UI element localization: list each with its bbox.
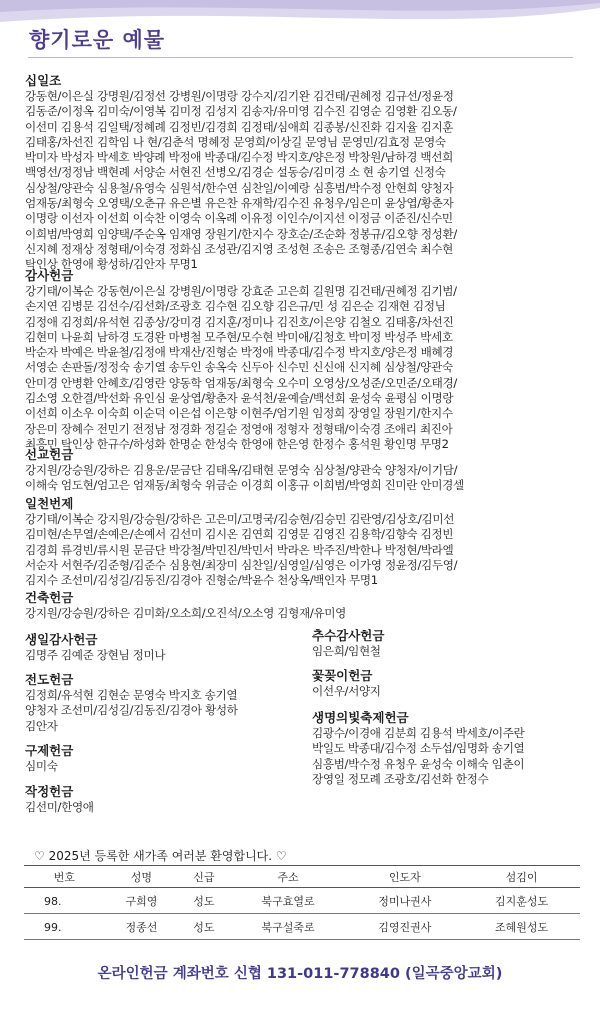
section-title: 십일조	[25, 73, 62, 88]
section-names: 강지원/강승원/강하은 김용운/문금단 김태옥/김태현 문영숙 심상철/양관숙 양청자/이기담/ 이해숙 엄도현/엄고은 엄재동/최형숙 위금순 이경희 이홍규 이희범/박영희 진미란 안미경셀	[25, 463, 464, 493]
section-title: 생명의빛축제헌금	[312, 710, 409, 725]
section-special	[25, 784, 94, 815]
section-names: 김명주 김예준 장현님 정미나	[25, 648, 166, 662]
column-header: 신급	[178, 866, 230, 888]
section-firstfruits	[25, 496, 457, 588]
table-cell: 북구효열로	[230, 888, 347, 914]
table-cell: 김영진권사	[346, 914, 463, 940]
table-cell: 99.	[24, 914, 105, 940]
newcomer-table	[24, 865, 580, 940]
table-cell: 성도	[178, 914, 230, 940]
section-thanks	[25, 268, 457, 452]
section-tithe	[25, 73, 457, 273]
column-header: 번호	[24, 866, 105, 888]
table-cell: 정종선	[105, 914, 178, 940]
section-mission	[25, 447, 464, 494]
title-divider	[28, 57, 573, 58]
table-cell: 조혜원성도	[463, 914, 580, 940]
section-names: 김정희/유석현 김현순 문영숙 박지호 송기열 양청자 조선미/김성길/김동진/김경아 황성하 김안자	[25, 688, 238, 733]
table-cell: 98.	[24, 888, 105, 914]
table-cell: 구희영	[105, 888, 178, 914]
section-names: 임은희/임현철	[312, 644, 381, 658]
table-cell: 김지훈성도	[463, 888, 580, 914]
column-header: 섬김이	[463, 866, 580, 888]
section-flower	[312, 668, 381, 699]
section-names: 김선미/한영애	[25, 800, 94, 814]
table-cell: 정미나권사	[346, 888, 463, 914]
section-relief	[25, 743, 73, 774]
section-lightfest	[312, 710, 524, 787]
section-birthday	[25, 632, 165, 663]
section-title: 건축헌금	[25, 590, 74, 605]
section-title: 전도헌금	[25, 672, 74, 687]
table-row	[24, 914, 580, 940]
section-title: 꽃꽂이헌금	[312, 668, 373, 683]
section-title: 추수감사헌금	[312, 628, 385, 643]
section-title: 생일감사헌금	[25, 632, 98, 647]
table-cell: 북구설죽로	[230, 914, 347, 940]
section-title: 구제헌금	[25, 743, 74, 758]
column-header: 성명	[105, 866, 178, 888]
table-header-row	[24, 866, 580, 888]
table-row	[24, 888, 580, 914]
section-names: 강기태/이복순 강지원/강승원/강하은 고은미/고명국/김승현/김승민 김란영/김상호/김미선 김미현/손무열/손예은/손예서 김선미 김시온 김연희 김영문 김영진 김용학/김향숙 김정빈 김경희 류경빈/류시원 문금단 박강철/박민진/박민서 박라온 박주진/박한나 박정현/박라엘 서순자 서현주/김준형/김준수 심용현/최장미 심찬일/심영일/심영은 이가영 정윤정/김두영/ 김지수 조선미/김성길/김동진/김경아 진형순/박윤수 천상옥/백인자 무명1	[25, 512, 458, 588]
online-offering-account: 온라인헌금 계좌번호 신협 131-011-778840 (일곡중앙교회)	[97, 966, 503, 982]
section-title: 작정헌금	[25, 784, 74, 799]
section-evangelism	[25, 672, 238, 734]
section-names: 김광수/이경애 김분희 김용석 박세호/이주란 박일도 박종대/김수정 소두섭/임명화 송기열 심흥범/박수정 유청우 윤성숙 이해숙 임춘이 장영일 정모례 조광호/김선화 한정수	[312, 726, 525, 786]
table-cell: 성도	[178, 888, 230, 914]
section-names: 강동현/이은실 강명원/김정선 강병원/이명랑 강수지/김기완 김건태/권혜정 김규선/정윤정 김동준/이정옥 김미숙/이영복 김미정 김성지 김송자/유미영 김수진 김영순 김영환 김오동/ 이선미 김용석 김일택/정혜례 김정빈/김경희 김정태/심애희 김종봉/신진화 김지율 김지훈 김태홍/차선진 김학임 나 현/김춘석 명혜정 문영희/이상길 문영님 문영민/김효정 문영숙 박미자 박성자 박세호 박양례 박정애 박종대/김수정 박지호/양은정 박창원/남하경 백선희 백영선/정정남 백현례 서양순 서현진 선병오/김경순 설동승/김미경 소 현 송기열 신정숙 심상철/양관숙 심용철/유영숙 심원석/한수연 심찬일/이예랑 심흥범/박수정 안현희 양청자 엄재동/최형숙 오영택/오춘규 유은별 유은찬 유재학/김수진 유청우/임은미 윤상엽/황춘자 이명랑 이선자 이선희 이숙찬 이영숙 이옥례 이유정 이인수/이지선 이정금 이준진/신수민 이희범/박영희 임양택/주순옥 임재영 장원기/한지수 장호순/조순화 정봉규/김오향 정성환/ 신지혜 정재상 정형태/이숙경 정화심 조성관/김지영 조성현 조송은 조형종/김연숙 최수현 탁인상 한영애 황성하/김안자 무명1	[25, 89, 457, 272]
section-title: 감사헌금	[25, 268, 74, 283]
section-title: 일천번제	[25, 496, 74, 511]
page-title: 향기로운 예물	[29, 28, 166, 52]
section-names: 강지원/강승원/강하은 김미화/오소희/오진석/오소영 김형재/유미영	[25, 606, 346, 620]
newcomer-welcome: ♡ 2025년 등록한 새가족 여러분 환영합니다. ♡	[34, 849, 287, 863]
section-names: 이선우/서양지	[312, 684, 381, 698]
section-title: 선교헌금	[25, 447, 74, 462]
column-header: 주소	[230, 866, 347, 888]
section-harvest	[312, 628, 384, 659]
section-names: 심미숙	[25, 759, 58, 773]
section-names: 강기태/이복순 강동현/이은실 강병원/이명랑 강효준 고은희 길원명 김건태/권혜정 김기범/ 손지연 김병문 김선수/김선화/조광호 김수현 김오향 김은규/민 성 김은순 김재현 김정님 김정애 김정희/유석현 김종상/강미경 김지훈/정미나 김진호/이은양 김철오 김태홍/차선진 김현미 나윤희 남하경 도경완 마병철 모주현/모수현 박미애/김청호 박미정 박성주 박세호 박순자 박예은 박윤철/김정애 박재산/진형순 박정애 박종대/김수정 박지호/양은정 배혜경 서영순 손판돌/정정숙 송기열 송두인 송옥숙 신두아 신수민 신신애 신지혜 심상철/양관숙 안미경 안병환 안혜호/김영란 양동학 엄재동/최형숙 오수미 오영상/오성준/오민준/오태경/ 김소영 오한결/박선화 유인심 윤상엽/황춘자 윤석천/윤예슬/백선희 윤성숙 윤평심 이명랑 이선희 이소우 이숙희 이순덕 이은섭 이은향 이현주/엄기원 임정희 장영일 장원기/한지수 장은미 장혜수 전민기 전정남 정경화 정길순 정영애 정형자 정형태/이숙경 조애리 최진아 최흥민 탁인상 한규수/하성화 한명순 한성숙 한영애 한은영 한정수 홍석원 황인명 무명2	[25, 284, 457, 451]
column-header: 인도자	[346, 866, 463, 888]
section-building	[25, 590, 346, 621]
